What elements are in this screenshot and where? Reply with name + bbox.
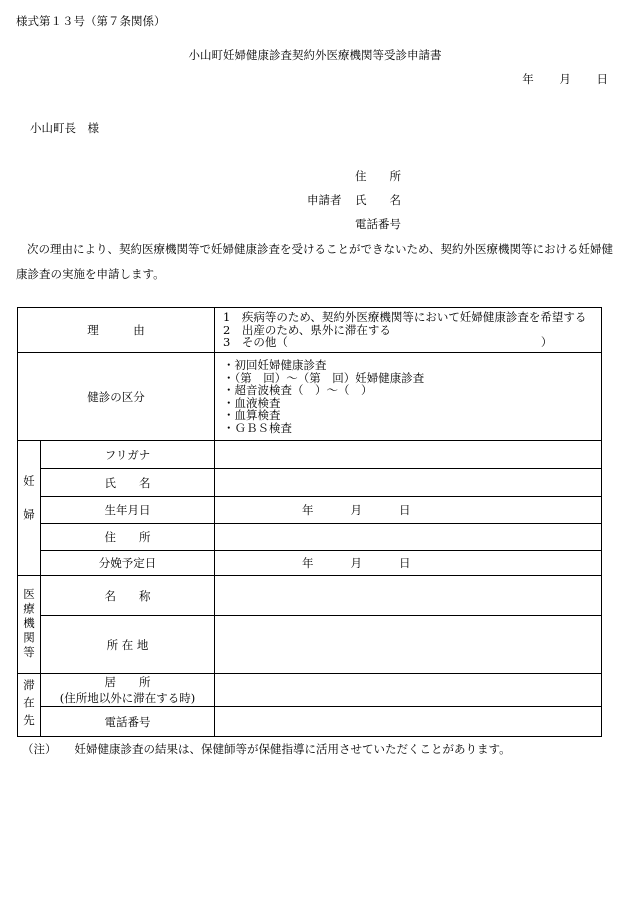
facility-location-field[interactable]: [215, 616, 602, 674]
residence-note: (住所地以外に滞在する時): [59, 691, 196, 705]
birthdate-label: 生年月日: [41, 497, 215, 524]
checkup-category-options[interactable]: [215, 353, 602, 441]
birthdate-year: 年: [302, 503, 314, 517]
stay-phone-field[interactable]: [215, 707, 602, 737]
pregnant-name-field[interactable]: [215, 469, 602, 497]
application-statement: 次の理由により、契約医療機関等で妊婦健康診査を受けることができないため、契約外医療機関等における妊婦健康診査の実施を申請します。: [16, 242, 614, 281]
checkup-category-label: 健診の区分: [18, 353, 215, 441]
birthdate-month: 月: [350, 503, 362, 517]
reason-label: 理 由: [18, 308, 215, 353]
application-date: [500, 71, 608, 87]
date-year: 年: [522, 72, 534, 86]
pregnant-address-label: 住 所: [41, 524, 215, 551]
birthdate-field[interactable]: [215, 497, 602, 524]
facility-name-label: 名 称: [41, 576, 215, 616]
applicant-phone-label: 電話番号: [355, 217, 401, 231]
form-number: 様式第１３号（第７条関係）: [16, 14, 166, 28]
applicant-address-label: 住 所: [355, 169, 401, 183]
furigana-field[interactable]: [215, 441, 602, 469]
facility-location-label: 所 在 地: [41, 616, 215, 674]
pregnant-name-label: 氏 名: [41, 469, 215, 497]
birthdate-day: 日: [399, 503, 411, 517]
footnote-lead: （注）: [22, 742, 57, 756]
pregnant-group-label: 妊婦: [18, 441, 41, 576]
reason-option: 2 出産のため、県外に滞在する: [223, 322, 391, 337]
addressee: 小山町長 様: [30, 121, 99, 135]
pregnant-address-field[interactable]: [215, 524, 602, 551]
stay-group-label: 滞在先: [18, 674, 41, 737]
application-table: [17, 307, 602, 737]
due-date-label: 分娩予定日: [41, 551, 215, 576]
date-month: 月: [559, 72, 571, 86]
furigana-label: フリガナ: [41, 441, 215, 469]
due-date-field[interactable]: [215, 551, 602, 576]
due-date-day: 日: [399, 556, 411, 570]
stay-phone-label: 電話番号: [41, 707, 215, 737]
category-option: ・（第 回）～（第 回）妊婦健康診査: [223, 370, 425, 385]
category-option: ・超音波検査（ ）～（ ）: [223, 383, 373, 397]
medical-group-label: 医療機関等: [18, 576, 41, 674]
page-title: 小山町妊婦健康診査契約外医療機関等受診申請書: [188, 48, 442, 62]
residence-field[interactable]: [215, 674, 602, 707]
category-option: ・血算検査: [223, 408, 281, 422]
due-date-year: 年: [302, 556, 314, 570]
footnote: [22, 741, 511, 757]
facility-name-field[interactable]: [215, 576, 602, 616]
reason-options[interactable]: [215, 308, 602, 353]
reason-option: 1 疾病等のため、契約外医療機関等において妊婦健康診査を希望する: [223, 310, 587, 325]
category-option: ・血液検査: [223, 395, 281, 410]
due-date-month: 月: [350, 556, 362, 570]
applicant-name-label: 氏 名: [355, 193, 401, 207]
date-day: 日: [596, 72, 608, 86]
applicant-label: 申請者: [307, 193, 342, 207]
category-option: ・初回妊婦健康診査: [223, 358, 327, 372]
residence-label: 居 所 (住所地以外に滞在する時): [41, 674, 215, 707]
footnote-text: 妊婦健康診査の結果は、保健師等が保健指導に活用させていただくことがあります。: [74, 742, 511, 756]
category-option: ・ＧＢＳ検査: [223, 420, 292, 435]
reason-option: 3 その他（ ）: [223, 335, 553, 350]
